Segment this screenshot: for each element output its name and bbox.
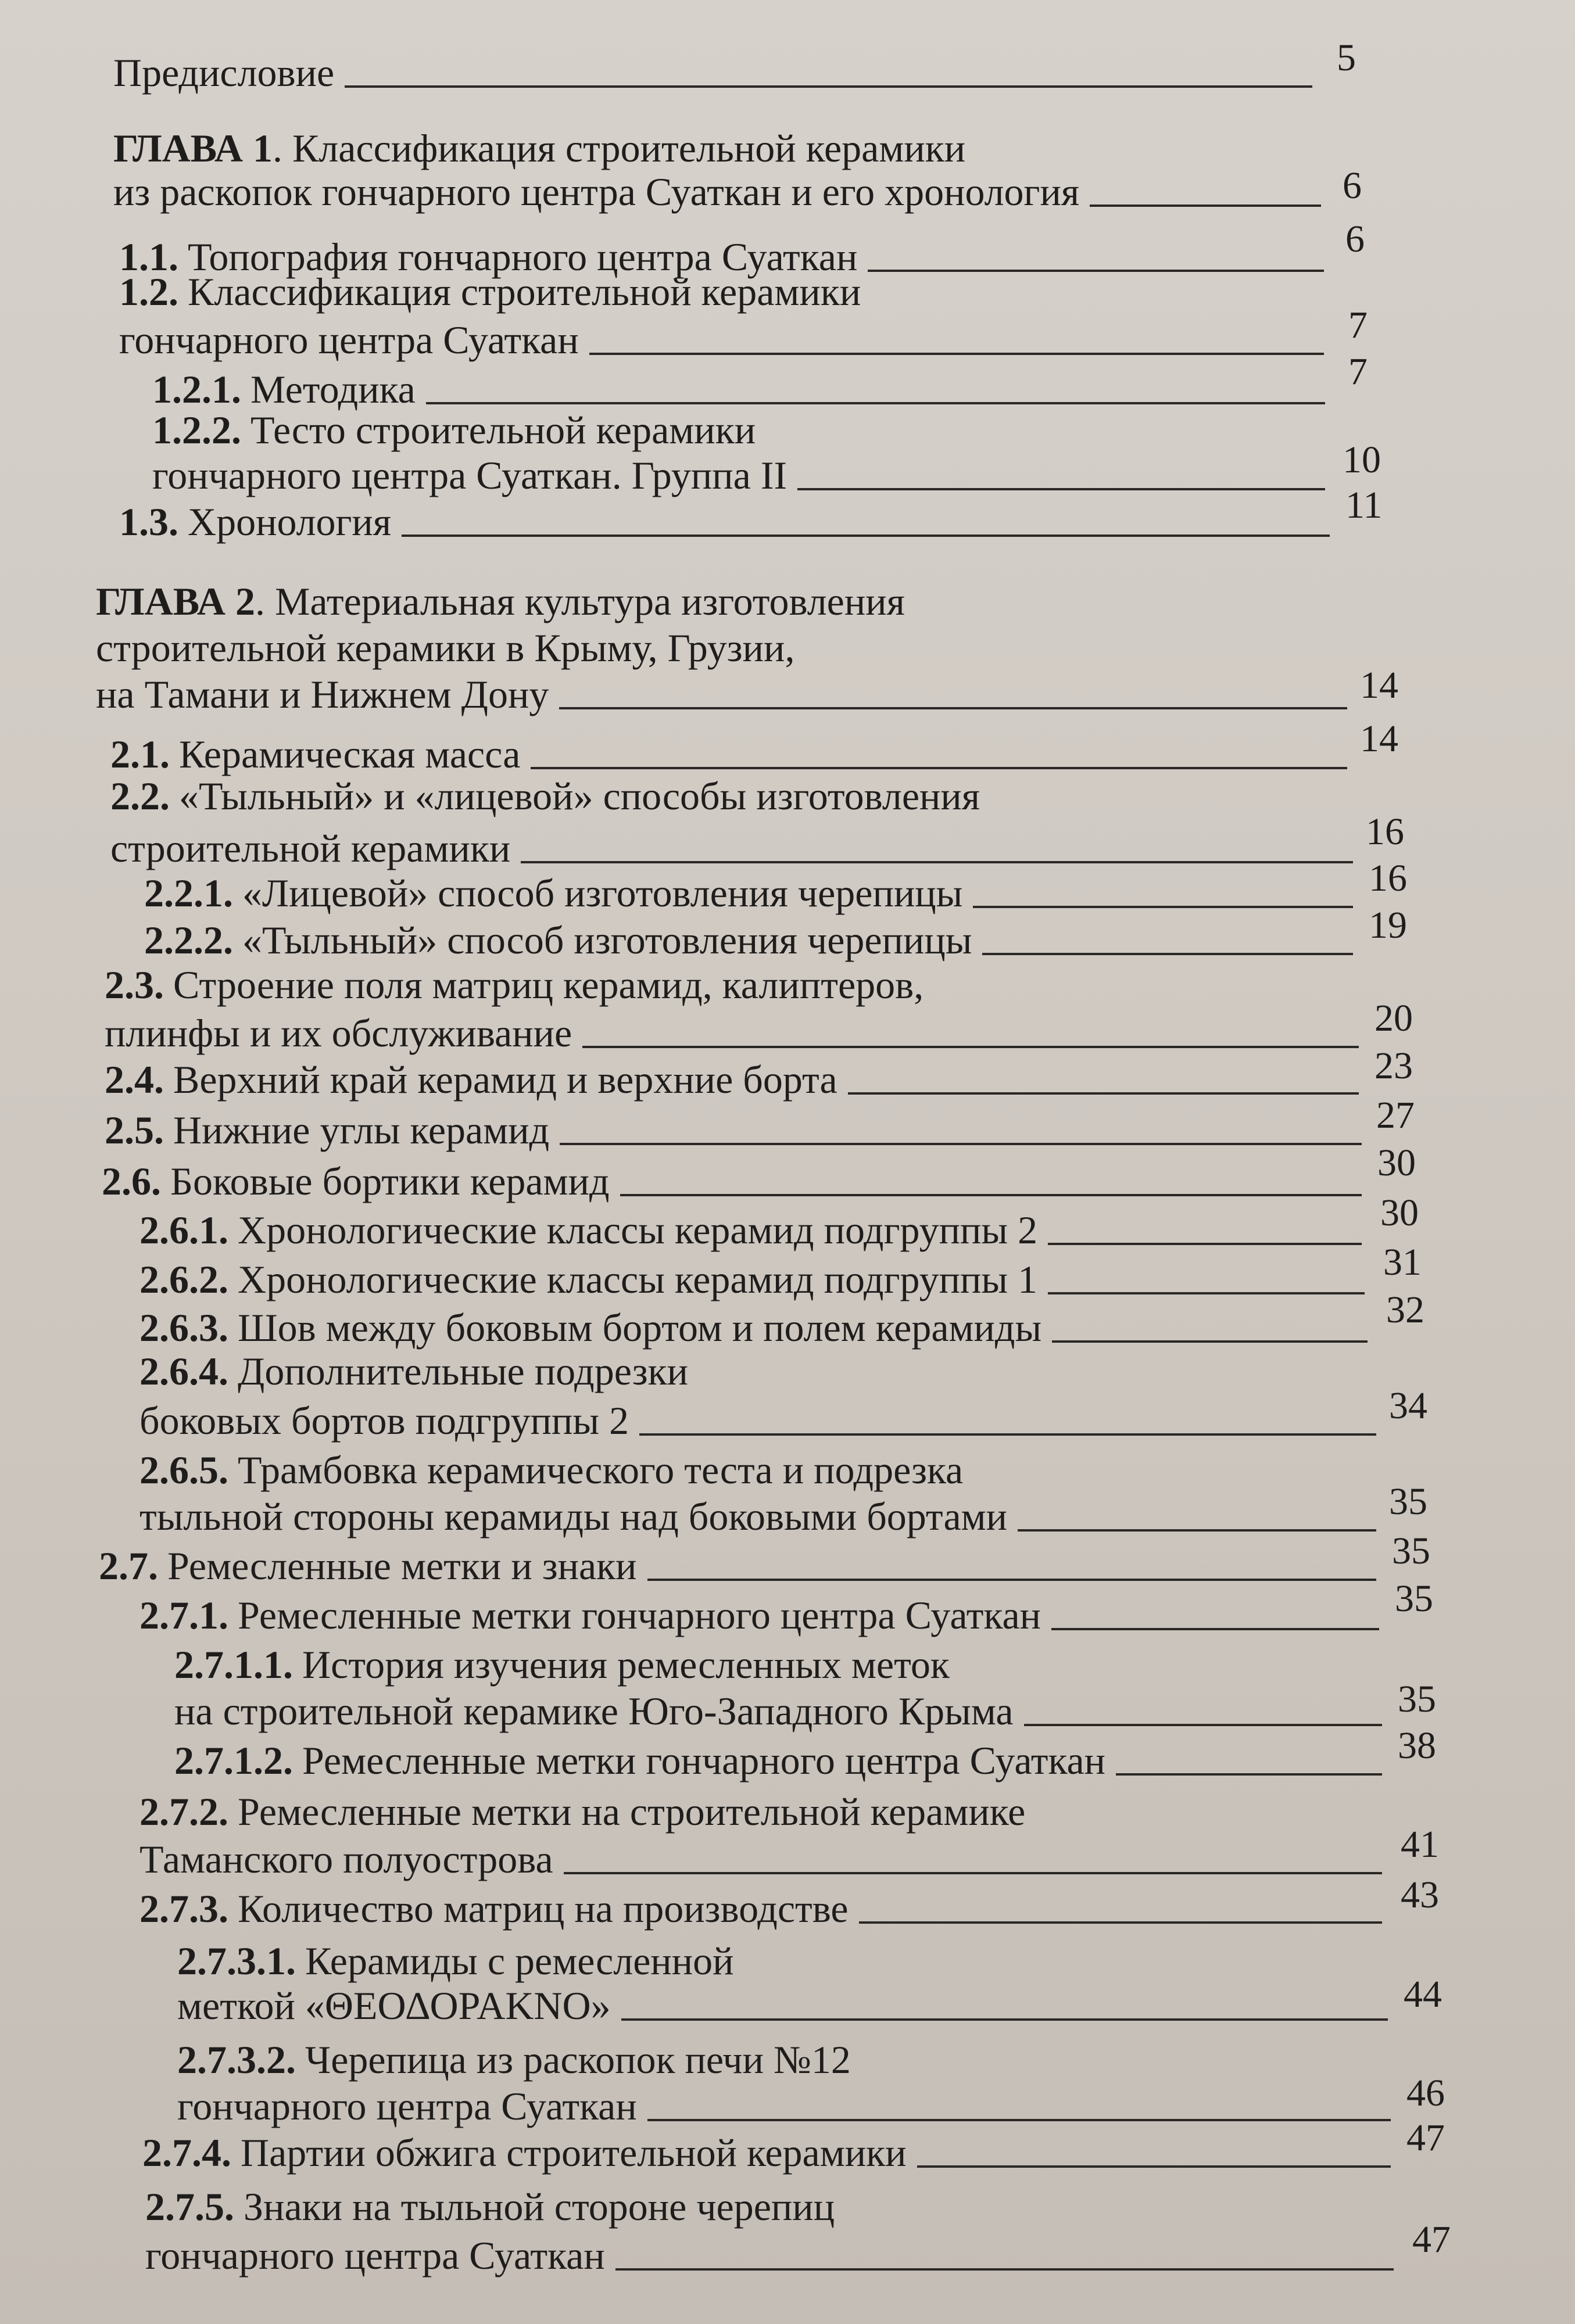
toc-title: на Тамани и Нижнем Дону	[96, 672, 549, 716]
toc-title: Дополнительные подрезки	[238, 1349, 689, 1393]
leader-line	[1052, 1340, 1368, 1343]
toc-entry-2-2-line2[interactable]	[110, 825, 1366, 871]
leader-line	[620, 1194, 1362, 1196]
toc-title: Хронологические классы керамид подгруппы 2	[238, 1208, 1038, 1252]
section-number: 1.3.	[119, 500, 178, 544]
leader-line	[426, 402, 1325, 404]
toc-page-number: 35	[1398, 1678, 1436, 1720]
toc-entry-1-2-2-line2[interactable]	[152, 452, 1338, 498]
toc-title: гончарного центра Суаткан	[177, 2084, 637, 2128]
toc-title: Ремесленные метки и знаки	[167, 1544, 637, 1588]
section-number: 2.2.1.	[144, 871, 233, 915]
leader-line	[564, 1872, 1382, 1874]
leader-line	[639, 1433, 1376, 1436]
leader-line	[345, 85, 1312, 88]
toc-title: Хронологические классы керамид подгруппы 1	[238, 1257, 1038, 1301]
toc-entry-2-6-5-line2[interactable]	[139, 1493, 1389, 1540]
toc-title: гончарного центра Суаткан	[145, 2233, 605, 2278]
toc-page-number: 47	[1406, 2117, 1445, 2159]
toc-entry-2-1[interactable]	[110, 731, 1360, 777]
toc-entry-1-3[interactable]	[119, 498, 1343, 545]
toc-page-number: 46	[1406, 2072, 1445, 2114]
section-number: 2.5.	[105, 1108, 164, 1152]
toc-chapter-1-line2[interactable]	[113, 168, 1334, 215]
toc-entry-2-7-1-1-line1[interactable]	[174, 1641, 1337, 1688]
section-number: 2.4.	[105, 1057, 164, 1102]
toc-title: Боковые бортики керамид	[170, 1159, 610, 1203]
toc-entry-1-2-line1[interactable]	[119, 268, 1282, 315]
toc-page-number: 31	[1383, 1241, 1422, 1283]
toc-page-number: 41	[1401, 1823, 1439, 1866]
leader-line	[560, 1143, 1362, 1145]
toc-title: Ремесленные метки гончарного центра Суаткан	[302, 1738, 1106, 1783]
toc-page-number: 44	[1404, 1973, 1442, 2015]
toc-title: Строение поля матриц керамид, калиптеров,	[173, 963, 924, 1007]
toc-entry-2-6-5-line1[interactable]	[139, 1447, 1331, 1493]
section-number: 2.6.2.	[139, 1257, 228, 1301]
toc-title: из раскопок гончарного центра Суаткан и его хронология	[113, 170, 1080, 214]
toc-page-number: 43	[1401, 1874, 1439, 1916]
toc-entry-2-6-1[interactable]	[139, 1207, 1374, 1253]
toc-entry-1-2-1[interactable]	[152, 366, 1338, 413]
section-number: 2.7.3.2.	[177, 2038, 296, 2082]
toc-title: «Тыльный» и «лицевой» способы изготовления	[179, 774, 980, 818]
toc-entry-2-6-2[interactable]	[139, 1256, 1377, 1303]
toc-page-number: 35	[1395, 1577, 1433, 1620]
toc-entry-2-2-1[interactable]	[144, 870, 1366, 916]
section-number: 2.2.2.	[144, 918, 233, 962]
toc-entry-2-7-3-2-line2[interactable]	[177, 2083, 1404, 2129]
leader-line	[589, 353, 1324, 355]
toc-title: «Тыльный» способ изготовления черепицы	[242, 918, 972, 962]
toc-title: Шов между боковым бортом и полем керамиды	[238, 1306, 1042, 1350]
section-number: 1.1.	[119, 235, 178, 279]
toc-page-number: 20	[1374, 997, 1413, 1039]
toc-title: Керамическая масса	[179, 732, 521, 776]
toc-title: Методика	[250, 367, 416, 411]
section-number: 2.6.	[102, 1159, 161, 1203]
leader-line	[402, 535, 1330, 537]
toc-entry-1-2-line2[interactable]	[119, 317, 1337, 363]
leader-line	[647, 2119, 1391, 2121]
section-number: 2.6.5.	[139, 1448, 228, 1492]
leader-line	[973, 906, 1353, 908]
toc-chapter-2-line2[interactable]	[96, 625, 1258, 671]
toc-title: Трамбовка керамического теста и подрезка	[238, 1448, 964, 1492]
toc-page-number: 35	[1389, 1480, 1427, 1523]
toc-page-number: 27	[1376, 1094, 1415, 1136]
toc-entry-2-6-4-line1[interactable]	[139, 1348, 1302, 1394]
toc-title: тыльной стороны керамиды над боковыми бортами	[139, 1494, 1008, 1538]
toc-page-number: 30	[1380, 1192, 1419, 1234]
toc-entry-2-7-5-line2[interactable]	[145, 2232, 1406, 2279]
toc-entry-2-7-1[interactable]	[139, 1592, 1392, 1638]
section-number: 2.6.1.	[139, 1208, 228, 1252]
section-number: 2.6.3.	[139, 1306, 228, 1350]
leader-line	[1048, 1292, 1365, 1294]
toc-chapter-2-line3[interactable]	[96, 671, 1360, 718]
toc-title: Знаки на тыльной стороне черепиц	[244, 2185, 835, 2229]
toc-title: Топография гончарного центра Суаткан	[188, 235, 858, 279]
toc-title: Количество матриц на производстве	[238, 1887, 849, 1931]
toc-title: Керамиды с ремесленной	[305, 1939, 734, 1983]
section-number: 2.7.2.	[139, 1789, 228, 1834]
toc-entry-2-7-2-line1[interactable]	[139, 1788, 1360, 1835]
chapter-label: ГЛАВА 2	[96, 579, 255, 623]
toc-title: Тесто строительной керамики	[250, 408, 756, 452]
leader-line	[521, 861, 1353, 863]
toc-page-number: 14	[1360, 664, 1398, 706]
toc-chapter-1-line1[interactable]	[113, 125, 1276, 171]
toc-page-number: 19	[1369, 904, 1407, 946]
toc-page-number: 35	[1392, 1530, 1430, 1572]
toc-entry-1-2-2-line1[interactable]	[152, 407, 1315, 453]
section-number: 2.7.3.1.	[177, 1939, 296, 1983]
toc-title: Хронология	[188, 500, 392, 544]
leader-line	[621, 2018, 1388, 2021]
toc-entry-2-2-2[interactable]	[144, 917, 1366, 963]
toc-title: строительной керамики в Крыму, Грузии,	[96, 626, 795, 670]
section-number: 1.2.1.	[152, 367, 241, 411]
toc-page-number: 7	[1348, 350, 1368, 393]
toc-title: меткой «ΘΕΟΔΟΡΑΚΝΟ»	[177, 1984, 611, 2028]
leader-line	[859, 1921, 1382, 1924]
section-number: 2.1.	[110, 732, 170, 776]
leader-line	[1018, 1529, 1376, 1532]
toc-entry-2-6-3[interactable]	[139, 1304, 1380, 1351]
leader-line	[1051, 1628, 1379, 1630]
toc-entry-2-6[interactable]	[102, 1158, 1374, 1204]
toc-page-number: 23	[1374, 1045, 1413, 1087]
toc-title: . Материальная культура изготовления	[255, 579, 905, 623]
toc-title: на строительной керамике Юго-Западного Крыма	[174, 1689, 1014, 1733]
section-number: 2.7.1.1.	[174, 1642, 293, 1687]
toc-page-number: 6	[1345, 218, 1365, 260]
toc-chapter-2-line1[interactable]	[96, 578, 1258, 625]
toc-title: Партии обжига строительной керамики	[241, 2131, 907, 2175]
section-number: 2.3.	[105, 963, 164, 1007]
toc-title: . Классификация строительной керамики	[272, 126, 966, 170]
leader-line	[615, 2268, 1394, 2271]
leader-line	[848, 1092, 1359, 1095]
toc-title: «Лицевой» способ изготовления черепицы	[242, 871, 963, 915]
leader-line	[582, 1046, 1359, 1048]
toc-entry-2-7-3-1-line2[interactable]	[177, 1982, 1401, 2029]
toc-title: Верхний край керамид и верхние борта	[173, 1057, 837, 1102]
toc-page-number: 16	[1369, 857, 1407, 899]
leader-line	[1090, 205, 1321, 207]
toc-title: Классификация строительной керамики	[188, 270, 861, 314]
toc-entry-preface[interactable]	[113, 49, 1325, 96]
toc-entry-2-6-4-line2[interactable]	[139, 1397, 1389, 1444]
leader-line	[797, 488, 1325, 490]
chapter-label: ГЛАВА 1	[113, 126, 273, 170]
section-number: 2.7.	[99, 1544, 158, 1588]
toc-title: Черепица из раскопок печи №12	[305, 2038, 851, 2082]
section-number: 2.2.	[110, 774, 170, 818]
toc-page-number: 16	[1366, 810, 1404, 853]
leader-line	[917, 2165, 1391, 2168]
toc-entry-2-5[interactable]	[105, 1107, 1374, 1153]
section-number: 2.7.4.	[142, 2131, 231, 2175]
toc-page-number: 47	[1412, 2218, 1451, 2261]
toc-title: плинфы и их обслуживание	[105, 1011, 572, 1055]
toc-page-number: 10	[1343, 439, 1381, 481]
section-number: 2.7.1.2.	[174, 1738, 293, 1783]
leader-line	[1024, 1724, 1382, 1726]
toc-entry-2-4[interactable]	[105, 1056, 1372, 1103]
section-number: 1.2.2.	[152, 408, 241, 452]
toc-title: строительной керамики	[110, 826, 511, 870]
toc-title: гончарного центра Суаткан	[119, 318, 579, 362]
toc-title: Предисловие	[113, 51, 335, 95]
toc-page-number: 11	[1345, 484, 1383, 526]
toc-title: Таманского полуострова	[139, 1837, 553, 1881]
toc-page-number: 30	[1377, 1142, 1416, 1184]
section-number: 2.7.3.	[139, 1887, 228, 1931]
toc-entry-2-7-1-2[interactable]	[174, 1737, 1395, 1784]
leader-line	[1048, 1243, 1362, 1245]
toc-entry-2-7-2-line2[interactable]	[139, 1836, 1395, 1882]
leader-line	[1116, 1773, 1382, 1776]
section-number: 2.7.1.	[139, 1593, 228, 1637]
section-number: 2.7.5.	[145, 2185, 234, 2229]
leader-line	[982, 953, 1353, 955]
toc-entry-2-7-3-2-line1[interactable]	[177, 2036, 1340, 2083]
toc-page-number: 32	[1386, 1289, 1424, 1331]
toc-entry-2-3-line1[interactable]	[105, 962, 1296, 1008]
toc-entry-2-7-3-1-line1[interactable]	[177, 1938, 1340, 1984]
toc-page-number: 34	[1389, 1385, 1427, 1427]
toc-entry-2-7-4[interactable]	[142, 2129, 1404, 2176]
toc-entry-2-7-3[interactable]	[139, 1885, 1395, 1932]
toc-title: Ремесленные метки на строительной керамике	[238, 1789, 1026, 1834]
leader-line	[647, 1579, 1376, 1581]
toc-page-number: 6	[1343, 164, 1362, 207]
toc-title: Нижние углы керамид	[173, 1108, 550, 1152]
toc-page-number: 5	[1337, 37, 1356, 79]
toc-entry-2-7-5-line1[interactable]	[145, 2183, 1308, 2230]
toc-entry-2-7-1-1-line2[interactable]	[174, 1688, 1395, 1734]
toc-entry-2-2-line1[interactable]	[110, 773, 1302, 819]
section-number: 2.6.4.	[139, 1349, 228, 1393]
toc-page-number: 14	[1360, 718, 1398, 760]
leader-line	[559, 707, 1347, 709]
toc-entry-2-3-line2[interactable]	[105, 1010, 1372, 1056]
toc-title: Ремесленные метки гончарного центра Суаткан	[238, 1593, 1041, 1637]
toc-title: История изучения ремесленных меток	[302, 1642, 950, 1687]
toc-entry-2-7[interactable]	[99, 1543, 1389, 1589]
toc-title: гончарного центра Суаткан. Группа II	[152, 453, 788, 497]
toc-page-number: 7	[1348, 304, 1368, 346]
toc-page-number: 38	[1398, 1724, 1436, 1767]
section-number: 1.2.	[119, 270, 178, 314]
toc-title: боковых бортов подгруппы 2	[139, 1398, 629, 1443]
leader-line	[531, 767, 1347, 769]
